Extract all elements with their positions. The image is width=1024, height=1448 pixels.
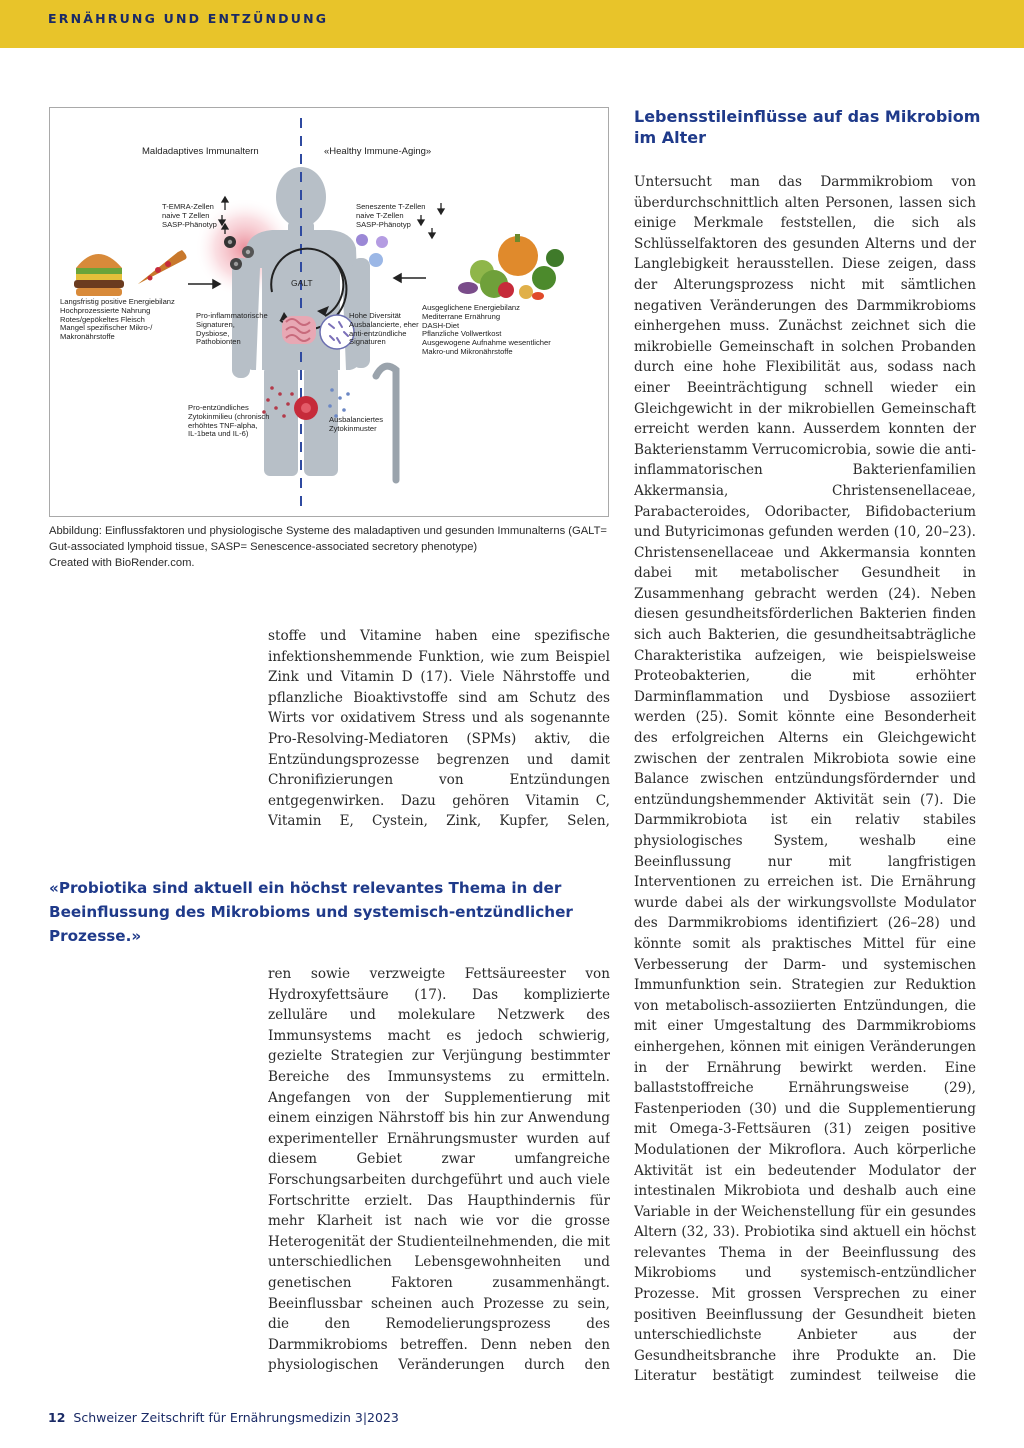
section-label: ERNÄHRUNG UND ENTZÜNDUNG: [48, 11, 329, 26]
fig-left-gut: Pro-inflammatorische Signaturen, Dysbiose, Pathobionten: [196, 311, 268, 347]
fig-right-title: «Healthy Immune-Aging»: [324, 146, 432, 157]
body-text-mid-b: ren sowie verzweigte Fettsäureester von Hydroxyfettsäure (17). Das komplizierte zelluläre und molekulare Netzwerk des Immunsystems macht es jedoch schwierig, gezielte Strategien zur Verjüngung bestimmter Bereiche des Immunsystems zu ermitteln. Angefangen von der Supplementierung mit einem einzigen Nährstoff bis hin zur Anwendung experimenteller Ernährungsmuster wurden auf diesem Gebiet zwar umfangreiche Forschungsarbeiten durchgeführt und auch viele Fortschritte erzielt. Das Haupthindernis für mehr Klarheit ist nach wie vor die grosse Heterogenität der Studienteilnehmenden, die mit unterschiedlichen Lebensgewohnheiten und genetischen Faktoren zusammenhängt. Beeinflussbar scheinen auch Prozesse zu sein, die den Remodelierungsprozess des Darmmikrobioms betreffen. Denn neben den physiologischen Veränderungen durch den: [268, 966, 610, 1374]
fig-galt-label: GALT: [291, 278, 313, 288]
caption-line-2: Gut-associated lymphoid tissue, SASP= Senescence-associated secretory phenotype): [49, 541, 478, 553]
fig-left-cyto: Pro-entzündliches Zytokinmilieu (chronisch erhöhtes TNF-alpha, IL-1beta und IL-6): [188, 403, 270, 439]
fig-left-cells: T-EMRA-Zellen naive T Zellen SASP-Phänotyp: [162, 202, 217, 229]
fig-right-gut: Hohe Diversität Ausbalancierte, eher anti-entzündliche Signaturen: [349, 311, 419, 347]
journal-name: Schweizer Zeitschrift für Ernährungsmedizin 3|2023: [73, 1410, 399, 1425]
header-band: [0, 0, 1024, 48]
caption-line-1: Abbildung: Einflussfaktoren und physiologische Systeme des maladaptiven und gesunden Immunalterns (GALT=: [49, 525, 607, 537]
body-text-mid-a: stoffe und Vitamine haben eine spezifische infektionshemmende Funktion, wie zum Beispiel Zink und Vitamin D (17). Viele Nährstoffe und pflanzliche Bioaktivstoffe sind am Schutz des Wirts vor oxidativem Stress und als sogenannte Pro-Resolving-Mediatoren (SPMs) aktiv, die Entzündungsprozesse begrenzen und damit Chronifizierungen von Entzündungen entgegenwirken. Dazu gehören Vitamin C, Vitamin E, Cystein, Zink, Kupfer, Selen,: [268, 628, 610, 830]
page-number: 12: [48, 1410, 66, 1425]
burger-icon: [74, 254, 124, 296]
caption-line-3: Created with BioRender.com.: [49, 557, 195, 569]
pull-quote: [49, 876, 609, 948]
vegetables-icon: [458, 234, 564, 300]
section-heading: Lebensstileinflüsse auf das Mikrobiom im Alter: [634, 107, 981, 147]
red-cell-icon: [294, 396, 318, 420]
quote-text: Probiotika sind aktuell ein höchst relevantes Thema in der Beeinflussung des Mikrobioms und systemisch-entzündlicher Prozesse.: [49, 879, 573, 945]
figure-immune-aging: [49, 107, 609, 517]
quote-open-mark: «: [49, 879, 59, 897]
fig-left-diet: Langsfristig positive Energiebilanz Hochprozessierte Nahrung Rotes/gepökeltes Fleisch Mangel spezifischer Mikro-/ Makronährstoffe: [60, 297, 175, 342]
pizza-icon: [138, 250, 187, 284]
fig-left-title: Maldadaptives Immunaltern: [142, 146, 259, 157]
fig-right-cells: Seneszente T-Zellen naive T-Zellen SASP-Phänotyp: [356, 202, 426, 229]
fig-right-diet: Ausgeglichene Energiebilanz Mediterrane Ernährung DASH-Diet Pflanzliche Vollwertkost Ausgewogene Aufnahme wesentlicher Makro-und Mikronährstoffe: [422, 303, 551, 356]
page-footer: [48, 1410, 399, 1425]
body-text-right: Untersucht man das Darmmikrobiom von überdurchschnittlich alten Personen, lassen sich einige Merkmale feststellen, die sich als Schlüsselfaktoren des gesunden Alterns und der Langlebigkeit herausstellen. Diese zeigen, dass der Alterungsprozess nicht mit sämtlichen negativen Veränderungen des Darmmikrobioms einhergehen muss. Zunächst zeichnet sich die mikrobielle Gemeinschaft in solchen Probanden durch eine hohe Flexibilität aus, sodass nach einer Beeinträchtigung schnell wieder ein Gleichgewicht in der mikrobiellen Gemeinschaft erreicht werden kann. Ausserdem konnten der Bakterienstamm Verrucomicrobia, sowie die anti-inflammatorischen Bakterienfamilien Akkermansia, Christensenellaceae, Parabacteroides, Odoribacter, Bifidobacterium und Butyricimonas gefunden werden (10, 20–23). Christensenellaceae und Akkermansia konnten dabei mit metabolischer Gesundheit in Zusammenhang gebracht werden (24). Neben diesen gesundheitsförderlichen Bakterien finden sich auch Bakterien, die gesundheitsabträgliche Charakteristika aufzeigen, wie beispielsweise Proteobakterien, die mit erhöhter Darminflammation und Dysbiose assoziiert werden (25). Somit könnte eine Besonderheit des erfolgreichen Alterns ein Gleichgewicht zwischen der zentralen Mikrobiota sowie eine Balance zwischen entzündungsfördernder und entzündungshemmender Aktivität sein (7). Die Darmmikrobiota ist ein relativ stabiles physiologisches System, weshalb eine Beeinflussung nur mit langfristigen Interventionen zu erreichen ist. Die Ernährung wurde dabei als der wirkungsvollste Modulator des Darmmikrobioms identifiziert (26–28) und könnte somit als praktisches Mittel für eine Verbesserung der Darm- und systemischen Immunfunktion sein. Strategien zur Reduktion von metabolisch-assoziierten Entzündungen, die mit einer Umgestaltung des Darmmikrobioms einhergehen, können mit einigen Veränderungen in der Ernährung bewirkt werden. Eine ballaststoffreiche Ernährungsweise (29), Fastenperioden (30) und die Supplementierung mit Omega-3-Fettsäuren (31) zeigen positive Modulationen der Mikroflora. Auch körperliche Aktivität ist ein bedeutender Modulator der intestinalen Mikrobiota und deshalb auch eine Variable in der Weichenstellung für ein gesundes Altern (32, 33). Probiotika sind aktuell ein höchst relevantes Thema in der Beeinflussung des Mikrobioms und systemisch-entzündlicher Prozesse. Mit grossen Versprechen zu einer positiven Beeinflussung der Gesundheit bieten unterschiedlichste Anbieter aus der Gesundheitsbranche ihre Produkte an. Die Literatur bestätigt zumindest teilweise die: [634, 174, 976, 1385]
quote-close-mark: »: [131, 927, 142, 945]
gut-icon: [282, 316, 316, 344]
fig-right-cyto: Ausbalanciertes Zytokinmuster: [329, 415, 384, 433]
figure-caption: [49, 523, 619, 571]
